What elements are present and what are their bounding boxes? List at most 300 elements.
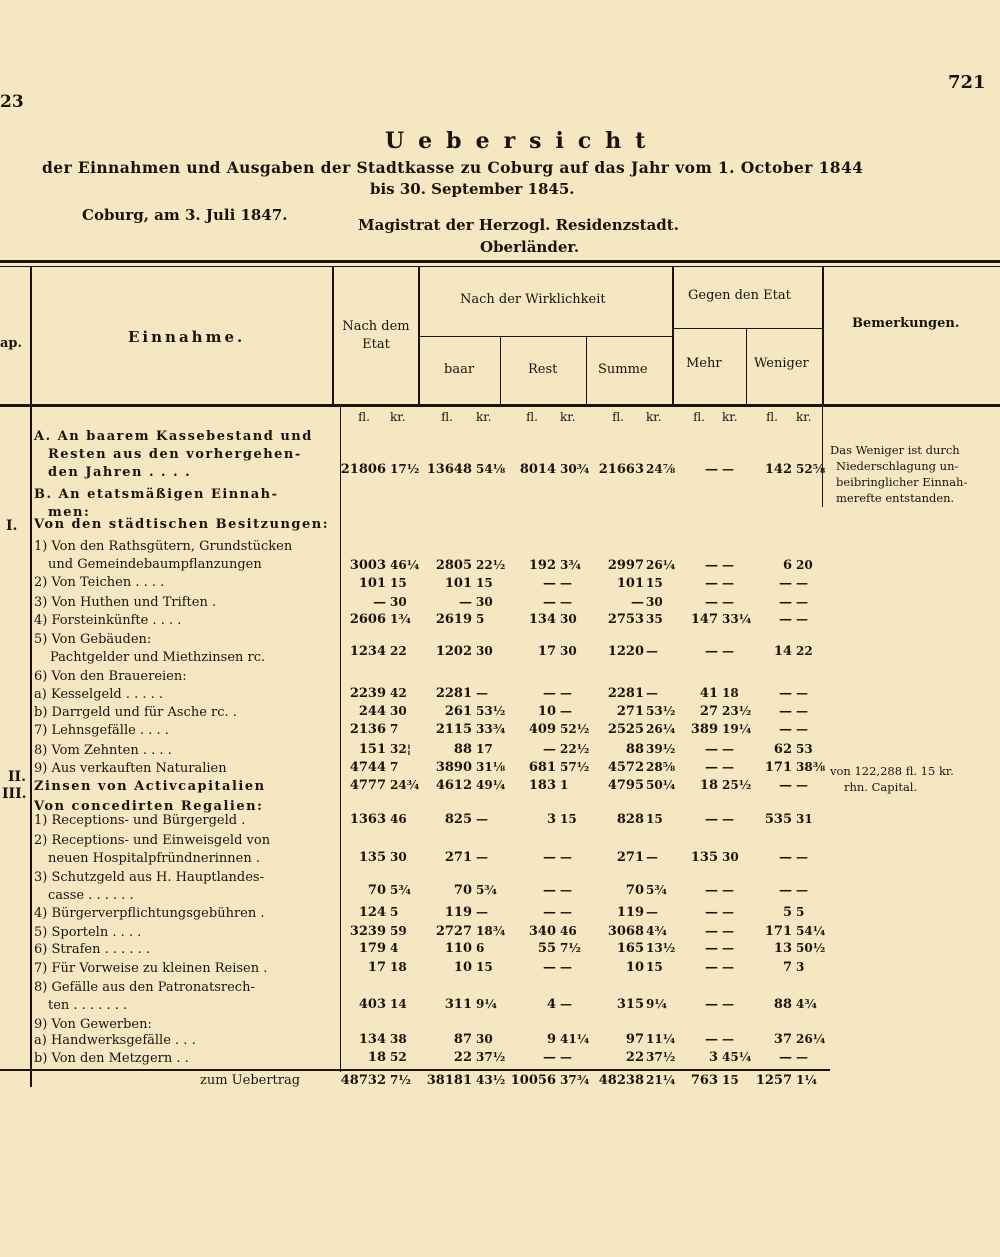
total-kr: 21¼ [646,1073,676,1087]
ledger-label [34,905,334,923]
value-fl: — [705,462,718,477]
value-fl: — [779,576,792,591]
value-kr: — [722,595,734,609]
value-fl: 9 [546,1032,556,1047]
value-kr: — [722,644,734,658]
header-summe: Summe [598,362,648,377]
value-kr: 52 [390,1050,407,1064]
value-fl: 2239 [349,686,386,701]
value-kr: — [560,595,572,609]
ledger-label-line: 4) Bürgerverpflichtungsgebühren . [34,906,265,921]
ledger-label-line: 1) Receptions- und Bürgergeld . [34,813,246,828]
value-kr: 26¼ [646,722,676,736]
value-fl: 101 [616,576,644,591]
value-fl: — [779,704,792,719]
value-fl: 4795 [607,778,644,793]
ledger-label-line: und Gemeindebaumpflanzungen [48,557,262,572]
ledger-label-line: a) Handwerksgefälle . . . [34,1033,196,1048]
value-fl: 1363 [349,812,386,827]
value-kr: 11¼ [646,1032,676,1046]
value-kr: 24⅞ [646,462,676,476]
value-fl: 4612 [435,778,472,793]
ledger-label [34,631,334,667]
unit-kr: kr. [390,410,406,424]
ledger-label [34,574,334,592]
value-kr: 5¾ [390,883,411,897]
value-kr: 30¾ [560,462,590,476]
value-kr: — [722,462,734,476]
total-kr: 15 [722,1073,739,1087]
value-kr: 30 [560,644,577,658]
value-kr: 15 [646,812,663,826]
remark-1-line: Niederschlagung un- [836,459,959,473]
value-kr: 38 [390,1032,407,1046]
value-fl: 135 [690,850,718,865]
value-kr: 13½ [646,941,676,955]
value-fl: 62 [773,742,792,757]
value-kr: 22 [796,644,813,658]
value-fl: 37 [773,1032,792,1047]
col-divider [822,266,824,406]
total-kr: 43½ [476,1073,506,1087]
value-kr: — [722,924,734,938]
value-kr: — [796,778,808,792]
value-kr: — [646,644,658,658]
col-divider [332,266,334,406]
col-divider [586,336,587,406]
value-fl: — [543,905,556,920]
ledger-label [34,1050,334,1068]
value-kr: 38⅜ [796,760,826,774]
value-kr: 57½ [560,760,590,774]
value-kr: — [722,812,734,826]
value-kr: 45¼ [722,1050,752,1064]
value-fl: 87 [453,1032,472,1047]
value-kr: 15 [646,960,663,974]
value-kr: 41¼ [560,1032,590,1046]
value-kr: — [560,704,572,718]
value-kr: 54¼ [796,924,826,938]
total-fl: 763 [690,1073,718,1088]
chapter-I: I. [6,518,18,534]
value-fl: — [779,883,792,898]
ledger-label [34,941,334,959]
place-date: Coburg, am 3. Juli 1847. [82,206,288,224]
total-kr: 37¾ [560,1073,590,1087]
value-kr: — [796,704,808,718]
value-kr: — [560,686,572,700]
value-kr: 37½ [646,1050,676,1064]
table-top-rule-thin [0,266,1000,267]
value-fl: 142 [764,462,792,477]
value-fl: 3003 [349,558,386,573]
ledger-label-line: 2) Von Teichen . . . . [34,575,165,590]
remark-1 [830,442,967,506]
ledger-label-line: Pachtgelder und Miethzinsen rc. [50,650,266,665]
value-kr: — [560,997,572,1011]
table-top-rule [0,260,1000,263]
ledger-label [34,668,334,686]
value-fl: 17 [367,960,386,975]
value-fl: — [705,941,718,956]
value-fl: 8014 [519,462,556,477]
value-fl: — [779,778,792,793]
value-fl: 18 [367,1050,386,1065]
value-kr: — [722,883,734,897]
value-kr: — [560,1050,572,1064]
value-kr: — [722,905,734,919]
value-fl: — [705,812,718,827]
ledger-label-line: Resten aus den vorhergehen- [48,447,302,462]
unit-kr: kr. [646,410,662,424]
ledger-label [34,722,334,740]
value-fl: 1202 [435,644,472,659]
value-fl: — [705,924,718,939]
value-fl: — [705,558,718,573]
remark-1-line: beibringlicher Einnah- [836,475,968,489]
value-fl: 535 [764,812,792,827]
value-fl: 3 [708,1050,718,1065]
ledger-label [34,428,334,482]
ledger-label-line: 5) Von Gebäuden: [34,632,152,647]
body-divider [30,407,32,1087]
col-divider [672,266,674,406]
ledger-label [34,516,334,534]
value-fl: 2281 [435,686,472,701]
remark-2 [830,763,954,795]
value-fl: 55 [537,941,556,956]
value-kr: 26¼ [796,1032,826,1046]
value-fl: 311 [444,997,472,1012]
ledger-label-line: 8) Vom Zehnten . . . . [34,743,172,758]
value-fl: — [779,722,792,737]
value-fl: — [543,850,556,865]
value-kr: 15 [476,576,493,590]
ledger-label [34,778,334,796]
total-rule [0,1069,830,1071]
value-fl: 7 [782,960,792,975]
value-kr: 30 [646,595,663,609]
remark-2-line: rhn. Capital. [844,780,918,794]
value-fl: 70 [625,883,644,898]
value-fl: 2136 [349,722,386,737]
value-fl: 124 [358,905,386,920]
value-fl: 2753 [607,612,644,627]
value-fl: — [705,997,718,1012]
value-kr: — [646,686,658,700]
value-kr: — [796,595,808,609]
value-kr: 18 [390,960,407,974]
value-kr: 32¦ [390,742,412,756]
unit-fl: fl. [766,410,778,424]
value-fl: 10 [537,704,556,719]
value-kr: 46¼ [390,558,420,572]
value-kr: 15 [560,812,577,826]
value-kr: — [722,997,734,1011]
value-fl: 315 [616,997,644,1012]
value-kr: 30 [390,850,407,864]
value-kr: 26¼ [646,558,676,572]
value-kr: 5¾ [476,883,497,897]
value-kr: 9¼ [476,997,497,1011]
value-fl: — [779,850,792,865]
value-kr: — [796,1050,808,1064]
value-fl: 97 [625,1032,644,1047]
ledger-label [34,612,334,630]
value-kr: 22½ [560,742,590,756]
value-kr: 18¾ [476,924,506,938]
header-bemerkungen: Bemerkungen. [852,316,960,331]
ledger-label-line: 1) Von den Rathsgütern, Grundstücken [34,539,293,554]
value-kr: 5 [796,905,805,919]
value-fl: 21806 [340,462,386,477]
value-fl: 192 [528,558,556,573]
value-kr: — [796,576,808,590]
value-kr: 20 [796,558,813,572]
value-fl: 14 [773,644,792,659]
value-fl: 3 [546,812,556,827]
ledger-label-line: Von concedirten Regalien: [34,799,264,814]
value-fl: 17 [537,644,556,659]
value-kr: 7½ [560,941,581,955]
value-kr: — [476,812,488,826]
col-divider [30,266,32,406]
value-fl: 13 [773,941,792,956]
unit-fl: fl. [693,410,705,424]
value-kr: 59 [390,924,407,938]
value-fl: 88 [773,997,792,1012]
value-fl: — [705,883,718,898]
wirklichkeit-rule [420,336,672,337]
value-kr: 4 [390,941,399,955]
value-kr: 19¼ [722,722,752,736]
header-nach-dem-etat: Nach dem Etat [342,319,410,352]
value-fl: 70 [367,883,386,898]
unit-kr: kr. [476,410,492,424]
value-fl: — [543,576,556,591]
ledger-label-line: 4) Forsteinkünfte . . . . [34,613,182,628]
value-kr: 53½ [646,704,676,718]
value-fl: — [543,742,556,757]
value-kr: — [722,760,734,774]
header-nach-der-wirklichkeit: Nach der Wirklichkeit [460,292,606,307]
col-divider [418,266,420,406]
ledger-label [34,742,334,760]
value-kr: 33¼ [722,612,752,626]
value-fl: 70 [453,883,472,898]
value-kr: — [722,558,734,572]
value-fl: 681 [528,760,556,775]
value-fl: 1234 [349,644,386,659]
value-kr: 50¼ [646,778,676,792]
col-divider [500,336,501,406]
header-weniger: Weniger [754,356,809,371]
value-fl: 2281 [607,686,644,701]
value-fl: 403 [358,997,386,1012]
value-fl: 261 [444,704,472,719]
value-kr: 6 [476,941,485,955]
value-kr: — [560,850,572,864]
value-fl: — [459,595,472,610]
value-fl: — [705,742,718,757]
total-fl: 48732 [340,1073,386,1088]
header-einnahme: Einnahme. [128,328,246,346]
value-kr: 30 [390,704,407,718]
value-fl: 4744 [349,760,386,775]
value-kr: — [796,612,808,626]
left-page-number: 23 [0,92,24,112]
value-fl: 10 [453,960,472,975]
value-kr: — [722,742,734,756]
value-fl: 134 [528,612,556,627]
header-rest: Rest [528,362,558,377]
value-kr: 24¾ [390,778,420,792]
ledger-label-line: B. An etatsmäßigen Einnah- [34,487,279,502]
ledger-label-line: neuen Hospitalpfründnerinnen . [48,851,261,866]
value-fl: 409 [528,722,556,737]
value-fl: 2619 [435,612,472,627]
value-kr: 31 [796,812,813,826]
ledger-label [34,869,334,905]
value-kr: — [722,960,734,974]
value-fl: 5 [782,905,792,920]
value-kr: 37½ [476,1050,506,1064]
ledger-label-line: b) Von den Metzgern . . [34,1051,189,1066]
value-fl: — [779,686,792,701]
page-title: Uebersicht [385,128,660,154]
value-fl: 6 [782,558,792,573]
value-fl: 41 [699,686,718,701]
value-fl: 2727 [435,924,472,939]
value-kr: — [646,905,658,919]
ledger-label-line: den Jahren . . . . [48,465,192,480]
ledger-label-line: 2) Receptions- und Einweisgeld von [34,833,271,848]
value-fl: 271 [444,850,472,865]
value-fl: — [543,883,556,898]
value-kr: 17½ [390,462,420,476]
value-fl: 340 [528,924,556,939]
value-fl: 2805 [435,558,472,573]
value-fl: 135 [358,850,386,865]
value-fl: 151 [358,742,386,757]
value-kr: 22½ [476,558,506,572]
value-kr: 30 [476,1032,493,1046]
value-fl: — [705,760,718,775]
total-kr: 1¼ [796,1073,817,1087]
value-fl: — [705,576,718,591]
ledger-label [34,686,334,704]
value-kr: 53 [796,742,813,756]
value-kr: — [560,960,572,974]
value-fl: — [705,1032,718,1047]
value-fl: 2606 [349,612,386,627]
value-fl: 828 [616,812,644,827]
value-kr: 17 [476,742,493,756]
value-kr: 7 [390,722,399,736]
value-fl: — [543,686,556,701]
value-fl: 3068 [607,924,644,939]
value-kr: 1 [560,778,569,792]
total-fl: 1257 [755,1073,792,1088]
value-fl: 389 [690,722,718,737]
ledger-label-line: 9) Von Gewerben: [34,1017,152,1032]
etat-rule [672,328,822,329]
value-fl: — [705,905,718,920]
ledger-label-line: casse . . . . . . [48,888,134,903]
value-kr: 49¼ [476,778,506,792]
value-kr: — [560,905,572,919]
value-kr: 52½ [560,722,590,736]
value-fl: 183 [528,778,556,793]
value-kr: — [476,686,488,700]
value-kr: 18 [722,686,739,700]
value-kr: 9¼ [646,997,667,1011]
unit-kr: kr. [796,410,812,424]
ledger-label [34,760,334,778]
authority: Magistrat der Herzogl. Residenzstadt. [358,216,679,234]
ledger-label-line: a) Kesselgeld . . . . . [34,687,164,702]
value-kr: 50½ [796,941,826,955]
value-kr: 5 [476,612,485,626]
value-fl: — [543,595,556,610]
value-kr: — [476,905,488,919]
value-fl: 88 [453,742,472,757]
value-fl: 4777 [349,778,386,793]
value-fl: — [705,644,718,659]
value-fl: 10 [625,960,644,975]
ledger-label [34,594,334,612]
ledger-label-line: 8) Gefälle aus den Patronatsrech- [34,980,255,995]
value-fl: 119 [444,905,472,920]
value-fl: 271 [616,850,644,865]
unit-fl: fl. [441,410,453,424]
value-kr: 28⅝ [646,760,676,774]
value-kr: 14 [390,997,407,1011]
ledger-label-line: 3) Von Huthen und Triften . [34,595,217,610]
ledger-label-line: 7) Lehnsgefälle . . . . [34,723,169,738]
value-fl: — [705,595,718,610]
value-kr: — [722,941,734,955]
chapter-II: II. [8,769,26,785]
remark-1-line: merefte entstanden. [836,491,955,505]
ledger-label [34,704,334,722]
unit-kr: kr. [722,410,738,424]
value-kr: 7 [390,760,399,774]
value-fl: 1220 [607,644,644,659]
header-baar: baar [444,362,475,377]
value-kr: 5 [390,905,399,919]
value-fl: — [373,595,386,610]
value-kr: 15 [476,960,493,974]
value-kr: — [796,883,808,897]
value-kr: 54⅛ [476,462,506,476]
value-fl: 3239 [349,924,386,939]
value-kr: 30 [722,850,739,864]
total-label: zum Uebertrag [200,1073,301,1088]
value-fl: 2997 [607,558,644,573]
ledger-label-line: 5) Sporteln . . . . [34,925,142,940]
header-mehr: Mehr [686,356,722,371]
value-kr: 30 [390,595,407,609]
value-fl: 825 [444,812,472,827]
value-kr: 4¾ [646,924,667,938]
value-fl: 134 [358,1032,386,1047]
value-kr: 15 [390,576,407,590]
unit-kr: kr. [560,410,576,424]
value-kr: — [722,1032,734,1046]
value-fl: 2115 [435,722,472,737]
value-kr: 30 [476,644,493,658]
